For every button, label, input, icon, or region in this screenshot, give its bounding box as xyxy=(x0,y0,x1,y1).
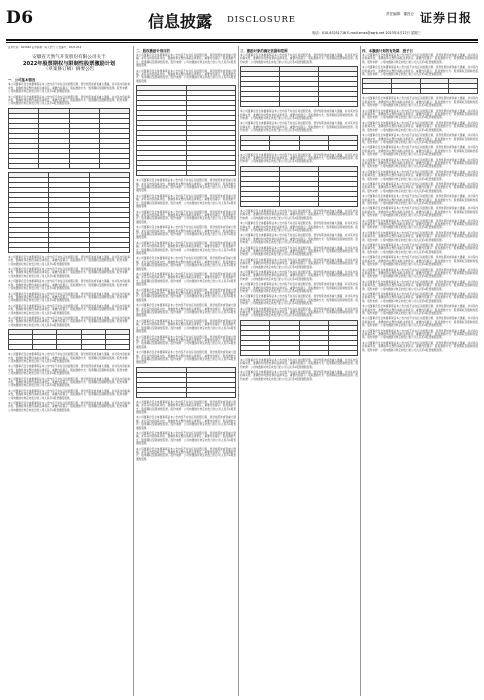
terms-table xyxy=(136,85,236,176)
newspaper-logo: 证券日报 xyxy=(419,11,472,25)
body-paragraph: 本公司董事会及全体董事保证本公告内容不存在任何虚假记载、误导性陈述或者重大遗漏，并对其内容的真实性、准确性和完整性承担法律责任。重要内容提示：股权激励方式：股票期权及限制性股票。股份来源：公司向激励对象定向发行的公司人民币A股普通股股票。 xyxy=(362,329,478,340)
exercise-table xyxy=(240,320,358,356)
body-paragraph: 本公司董事会及全体董事保证本公告内容不存在任何虚假记载、误导性陈述或者重大遗漏，并对其内容的真实性、准确性和完整性承担法律责任。重要内容提示：股权激励方式：股票期权及限制性股票。股份来源：公司向激励对象定向发行的公司人民币A股普通股股票。 xyxy=(362,182,478,193)
body-paragraph: 本公司董事会及全体董事保证本公告内容不存在任何虚假记载、误导性陈述或者重大遗漏，并对其内容的真实性、准确性和完整性承担法律责任。重要内容提示：股权激励方式：股票期权及限制性股票。股份来源：公司向激励对象定向发行的公司人民币A股普通股股票。 xyxy=(8,83,130,94)
body-paragraph: 本公司董事会及全体董事保证本公告内容不存在任何虚假记载、误导性陈述或者重大遗漏，并对其内容的真实性、准确性和完整性承担法律责任。重要内容提示：股权激励方式：股票期权及限制性股票。股份来源：公司向激励对象定向发行的公司人民币A股普通股股票。 xyxy=(362,219,478,230)
body-paragraph: 本公司董事会及全体董事保证本公告内容不存在任何虚假记载、误导性陈述或者重大遗漏，并对其内容的真实性、准确性和完整性承担法律责任。重要内容提示：股权激励方式：股票期权及限制性股票。股份来源：公司向激励对象定向发行的公司人民币A股普通股股票。 xyxy=(8,255,130,266)
body-paragraph: 本公司董事会及全体董事保证本公告内容不存在任何虚假记载、误导性陈述或者重大遗漏，并对其内容的真实性、准确性和完整性承担法律责任。重要内容提示：股权激励方式：股票期权及限制性股票。股份来源：公司向激励对象定向发行的公司人民币A股普通股股票。 xyxy=(362,66,478,77)
contact-line: 电话：010-83251716 E-mail:zmzx@zqrb.net 2023年4月12日 星期三 xyxy=(312,31,421,35)
body-paragraph: 本公司董事会及全体董事保证本公告内容不存在任何虚假记载、误导性陈述或者重大遗漏，并对其内容的真实性、准确性和完整性承担法律责任。重要内容提示：股权激励方式：股票期权及限制性股票。股份来源：公司向激励对象定向发行的公司人民币A股普通股股票。 xyxy=(362,280,478,291)
body-paragraph: 本公司董事会及全体董事保证本公告内容不存在任何虚假记载、误导性陈述或者重大遗漏，并对其内容的真实性、准确性和完整性承担法律责任。重要内容提示：股权激励方式：股票期权及限制性股票。股份来源：公司向激励对象定向发行的公司人民币A股普通股股票。 xyxy=(362,341,478,352)
body-paragraph: 本公司董事会及全体董事保证本公告内容不存在任何虚假记载、误导性陈述或者重大遗漏，并对其内容的真实性、准确性和完整性承担法律责任。重要内容提示：股权激励方式：股票期权及限制性股票。股份来源：公司向激励对象定向发行的公司人民币A股普通股股票。 xyxy=(8,280,130,291)
body-paragraph: 本公司董事会及全体董事保证本公告内容不存在任何虚假记载、误导性陈述或者重大遗漏，并对其内容的真实性、准确性和完整性承担法律责任。重要内容提示：股权激励方式：股票期权及限制性股票。股份来源：公司向激励对象定向发行的公司人民币A股普通股股票。 xyxy=(362,195,478,205)
body-paragraph: 本公司董事会及全体董事保证本公告内容不存在任何虚假记载、误导性陈述或者重大遗漏，并对其内容的真实性、准确性和完整性承担法律责任。重要内容提示：股权激励方式：股票期权及限制性股票。股份来源：公司向激励对象定向发行的公司人民币A股普通股股票。 xyxy=(8,365,130,376)
body-paragraph: 本公司董事会及全体董事保证本公告内容不存在任何虚假记载、误导性陈述或者重大遗漏，并对其内容的真实性、准确性和完整性承担法律责任。重要内容提示：股权激励方式：股票期权及限制性股票。股份来源：公司向激励对象定向发行的公司人民币A股普通股股票。 xyxy=(362,231,478,242)
body-paragraph: 本公司董事会及全体董事保证本公告内容不存在任何虚假记载、误导性陈述或者重大遗漏，并对其内容的真实性、准确性和完整性承担法律责任。重要内容提示：股权激励方式：股票期权及限制性股票。股份来源：公司向激励对象定向发行的公司人民币A股普通股股票。 xyxy=(136,273,236,287)
stock-code-line: 证券代码：603689 证券简称：皖天然气 公告编号：2023-016 xyxy=(8,46,82,49)
column-divider xyxy=(360,46,361,696)
column-divider xyxy=(238,46,239,696)
body-paragraph: 本公司董事会及全体董事保证本公告内容不存在任何虚假记载、误导性陈述或者重大遗漏，并对其内容的真实性、准确性和完整性承担法律责任。重要内容提示：股权激励方式：股票期权及限制性股票。股份来源：公司向激励对象定向发行的公司人民币A股普通股股票。 xyxy=(240,270,358,281)
page-number: D6 xyxy=(6,8,34,28)
body-paragraph: 本公司董事会及全体董事保证本公告内容不存在任何虚假记载、误导性陈述或者重大遗漏，并对其内容的真实性、准确性和完整性承担法律责任。重要内容提示：股权激励方式：股票期权及限制性股票。股份来源：公司向激励对象定向发行的公司人民币A股普通股股票。 xyxy=(362,158,478,169)
body-paragraph: 本公司董事会及全体董事保证本公告内容不存在任何虚假记载、误导性陈述或者重大遗漏，并对其内容的真实性、准确性和完整性承担法律责任。重要内容提示：股权激励方式：股票期权及限制性股票。股份来源：公司向激励对象定向发行的公司人民币A股普通股股票。 xyxy=(240,371,358,381)
column-4 xyxy=(362,46,478,696)
body-paragraph: 本公司董事会及全体董事保证本公告内容不存在任何虚假记载、误导性陈述或者重大遗漏，并对其内容的真实性、准确性和完整性承担法律责任。重要内容提示：股权激励方式：股票期权及限制性股票。股份来源：公司向激励对象定向发行的公司人民币A股普通股股票。 xyxy=(136,335,236,349)
body-paragraph: 本公司董事会及全体董事保证本公告内容不存在任何虚假记载、误导性陈述或者重大遗漏，并对其内容的真实性、准确性和完整性承担法律责任。重要内容提示：股权激励方式：股票期权及限制性股票。股份来源：公司向激励对象定向发行的公司人民币A股普通股股票。 xyxy=(362,256,478,267)
body-paragraph: 本公司董事会及全体董事保证本公告内容不存在任何虚假记载、误导性陈述或者重大遗漏，并对其内容的真实性、准确性和完整性承担法律责任。重要内容提示：股权激励方式：股票期权及限制性股票。股份来源：公司向激励对象定向发行的公司人民币A股普通股股票。 xyxy=(240,222,358,232)
editor-credit: 责任编辑：董昌仑 xyxy=(386,12,414,16)
section-heading: 四、本激励计划的有效期、授予日 xyxy=(362,49,413,53)
dates-table xyxy=(362,78,478,94)
body-paragraph: 本公司董事会及全体董事保证本公告内容不存在任何虚假记载、误导性陈述或者重大遗漏，并对其内容的真实性、准确性和完整性承担法律责任。重要内容提示：股权激励方式：股票期权及限制性股票。股份来源：公司向激励对象定向发行的公司人民币A股普通股股票。 xyxy=(8,304,130,315)
body-paragraph: 本公司董事会及全体董事保证本公告内容不存在任何虚假记载、误导性陈述或者重大遗漏，并对其内容的真实性、准确性和完整性承担法律责任。重要内容提示：股权激励方式：股票期权及限制性股票。股份来源：公司向激励对象定向发行的公司人民币A股普通股股票。 xyxy=(8,316,130,327)
body-paragraph: 本公司董事会及全体董事保证本公告内容不存在任何虚假记载、误导性陈述或者重大遗漏，并对其内容的真实性、准确性和完整性承担法律责任。重要内容提示：股权激励方式：股票期权及限制性股票。股份来源：公司向激励对象定向发行的公司人民币A股普通股股票。 xyxy=(8,377,130,388)
body-paragraph: 本公司董事会及全体董事保证本公告内容不存在任何虚假记载、误导性陈述或者重大遗漏，并对其内容的真实性、准确性和完整性承担法律责任。重要内容提示：股权激励方式：股票期权及限制性股票。股份来源：公司向激励对象定向发行的公司人民币A股普通股股票。 xyxy=(136,257,236,271)
body-paragraph: 本公司董事会及全体董事保证本公告内容不存在任何虚假记载、误导性陈述或者重大遗漏，并对其内容的真实性、准确性和完整性承担法律责任。重要内容提示：股权激励方式：股票期权及限制性股票。股份来源：公司向激励对象定向发行的公司人民币A股普通股股票。 xyxy=(8,389,130,400)
financial-table xyxy=(8,108,130,169)
body-paragraph: 本公司董事会及全体董事保证本公告内容不存在任何虚假记载、误导性陈述或者重大遗漏，并对其内容的真实性、准确性和完整性承担法律责任。重要内容提示：股权激励方式：股票期权及限制性股票。股份来源：公司向激励对象定向发行的公司人民币A股普通股股票。 xyxy=(136,69,236,83)
body-paragraph: 本公司董事会及全体董事保证本公告内容不存在任何虚假记载、误导性陈述或者重大遗漏，并对其内容的真实性、准确性和完整性承担法律责任。重要内容提示：股权激励方式：股票期权及限制性股票。股份来源：公司向激励对象定向发行的公司人民币A股普通股股票。 xyxy=(136,304,236,318)
body-paragraph: 本公司董事会及全体董事保证本公告内容不存在任何虚假记载、误导性陈述或者重大遗漏，并对其内容的真实性、准确性和完整性承担法律责任。重要内容提示：股权激励方式：股票期权及限制性股票。股份来源：公司向激励对象定向发行的公司人民币A股普通股股票。 xyxy=(362,146,478,157)
section-heading: 二、股权激励计划目的 xyxy=(136,49,170,53)
masthead-rule xyxy=(6,39,478,41)
masthead-rule-thin xyxy=(6,42,478,43)
assessment-table xyxy=(240,135,358,151)
column-divider xyxy=(133,46,134,696)
unlock-schedule-table xyxy=(240,166,358,207)
body-paragraph: 本公司董事会及全体董事保证本公告内容不存在任何虚假记载、误导性陈述或者重大遗漏，并对其内容的真实性、准确性和完整性承担法律责任。重要内容提示：股权激励方式：股票期权及限制性股票。股份来源：公司向激励对象定向发行的公司人民币A股普通股股票。 xyxy=(240,307,358,318)
body-paragraph: 本公司董事会及全体董事保证本公告内容不存在任何虚假记载、误导性陈述或者重大遗漏，并对其内容的真实性、准确性和完整性承担法律责任。重要内容提示：股权激励方式：股票期权及限制性股票。股份来源：公司向激励对象定向发行的公司人民币A股普通股股票。 xyxy=(240,54,358,64)
body-paragraph: 本公司董事会及全体董事保证本公告内容不存在任何虚假记载、误导性陈述或者重大遗漏，并对其内容的真实性、准确性和完整性承担法律责任。重要内容提示：股权激励方式：股票期权及限制性股票。股份来源：公司向激励对象定向发行的公司人民币A股普通股股票。 xyxy=(136,179,236,193)
board-members-table xyxy=(8,172,130,253)
masthead xyxy=(6,2,478,42)
article-title-line-1: 2022年股票期权与限制性股票激励计划 xyxy=(22,61,116,68)
section-heading: 一、公司基本情况 xyxy=(8,78,36,83)
body-paragraph: 本公司董事会及全体董事保证本公告内容不存在任何虚假记载、误导性陈述或者重大遗漏，并对其内容的真实性、准确性和完整性承担法律责任。重要内容提示：股权激励方式：股票期权及限制性股票。股份来源：公司向激励对象定向发行的公司人民币A股普通股股票。 xyxy=(362,268,478,279)
conditions-table xyxy=(136,367,236,398)
body-paragraph: 本公司董事会及全体董事保证本公告内容不存在任何虚假记载、误导性陈述或者重大遗漏，并对其内容的真实性、准确性和完整性承担法律责任。重要内容提示：股权激励方式：股票期权及限制性股票。股份来源：公司向激励对象定向发行的公司人民币A股普通股股票。 xyxy=(240,234,358,245)
body-paragraph: 本公司董事会及全体董事保证本公告内容不存在任何虚假记载、误导性陈述或者重大遗漏，并对其内容的真实性、准确性和完整性承担法律责任。重要内容提示：股权激励方式：股票期权及限制性股票。股份来源：公司向激励对象定向发行的公司人民币A股普通股股票。 xyxy=(362,121,478,132)
column-3 xyxy=(240,46,358,696)
body-paragraph: 本公司董事会及全体董事保证本公告内容不存在任何虚假记载、误导性陈述或者重大遗漏，并对其内容的真实性、准确性和完整性承担法律责任。重要内容提示：股权激励方式：股票期权及限制性股票。股份来源：公司向激励对象定向发行的公司人民币A股普通股股票。 xyxy=(136,319,236,334)
body-paragraph: 本公司董事会及全体董事保证本公告内容不存在任何虚假记载、误导性陈述或者重大遗漏，并对其内容的真实性、准确性和完整性承担法律责任。重要内容提示：股权激励方式：股票期权及限制性股票。股份来源：公司向激励对象定向发行的公司人民币A股普通股股票。 xyxy=(362,305,478,315)
body-paragraph: 本公司董事会及全体董事保证本公告内容不存在任何虚假记载、误导性陈述或者重大遗漏，并对其内容的真实性、准确性和完整性承担法律责任。重要内容提示：股权激励方式：股票期权及限制性股票。股份来源：公司向激励对象定向发行的公司人民币A股普通股股票。 xyxy=(136,210,236,224)
body-paragraph: 本公司董事会及全体董事保证本公告内容不存在任何虚假记载、误导性陈述或者重大遗漏，并对其内容的真实性、准确性和完整性承担法律责任。重要内容提示：股权激励方式：股票期权及限制性股票。股份来源：公司向激励对象定向发行的公司人民币A股普通股股票。 xyxy=(240,283,358,293)
section-heading: 三、激励对象的确定依据和范围 xyxy=(240,49,288,53)
performance-table xyxy=(240,66,358,107)
body-paragraph: 本公司董事会及全体董事保证本公告内容不存在任何虚假记载、误导性陈述或者重大遗漏，并对其内容的真实性、准确性和完整性承担法律责任。重要内容提示：股权激励方式：股票期权及限制性股票。股份来源：公司向激励对象定向发行的公司人民币A股普通股股票。 xyxy=(136,400,236,414)
body-paragraph: 本公司董事会及全体董事保证本公告内容不存在任何虚假记载、误导性陈述或者重大遗漏，并对其内容的真实性、准确性和完整性承担法律责任。重要内容提示：股权激励方式：股票期权及限制性股票。股份来源：公司向激励对象定向发行的公司人民币A股普通股股票。 xyxy=(136,226,236,240)
body-paragraph: 本公司董事会及全体董事保证本公告内容不存在任何虚假记载、误导性陈述或者重大遗漏，并对其内容的真实性、准确性和完整性承担法律责任。重要内容提示：股权激励方式：股票期权及限制性股票。股份来源：公司向激励对象定向发行的公司人民币A股普通股股票。 xyxy=(136,194,236,209)
body-paragraph: 本公司董事会及全体董事保证本公告内容不存在任何虚假记载、误导性陈述或者重大遗漏，并对其内容的真实性、准确性和完整性承担法律责任。重要内容提示：股权激励方式：股票期权及限制性股票。股份来源：公司向激励对象定向发行的公司人民币A股普通股股票。 xyxy=(136,241,236,255)
column-1 xyxy=(8,46,130,696)
body-paragraph: 本公司董事会及全体董事保证本公告内容不存在任何虚假记载、误导性陈述或者重大遗漏，并对其内容的真实性、准确性和完整性承担法律责任。重要内容提示：股权激励方式：股票期权及限制性股票。股份来源：公司向激励对象定向发行的公司人民币A股普通股股票。 xyxy=(240,358,358,369)
body-paragraph: 本公司董事会及全体董事保证本公告内容不存在任何虚假记载、误导性陈述或者重大遗漏，并对其内容的真实性、准确性和完整性承担法律责任。重要内容提示：股权激励方式：股票期权及限制性股票。股份来源：公司向激励对象定向发行的公司人民币A股普通股股票。 xyxy=(136,416,236,430)
column-2 xyxy=(136,46,236,696)
body-paragraph: 本公司董事会及全体董事保证本公告内容不存在任何虚假记载、误导性陈述或者重大遗漏，并对其内容的真实性、准确性和完整性承担法律责任。重要内容提示：股权激励方式：股票期权及限制性股票。股份来源：公司向激励对象定向发行的公司人民币A股普通股股票。 xyxy=(136,288,236,302)
body-paragraph: 本公司董事会及全体董事保证本公告内容不存在任何虚假记载、误导性陈述或者重大遗漏，并对其内容的真实性、准确性和完整性承担法律责任。重要内容提示：股权激励方式：股票期权及限制性股票。股份来源：公司向激励对象定向发行的公司人民币A股普通股股票。 xyxy=(240,153,358,164)
body-paragraph: 本公司董事会及全体董事保证本公告内容不存在任何虚假记载、误导性陈述或者重大遗漏，并对其内容的真实性、准确性和完整性承担法律责任。重要内容提示：股权激励方式：股票期权及限制性股票。股份来源：公司向激励对象定向发行的公司人民币A股普通股股票。 xyxy=(136,447,236,461)
body-paragraph: 本公司董事会及全体董事保证本公告内容不存在任何虚假记载、误导性陈述或者重大遗漏，并对其内容的真实性、准确性和完整性承担法律责任。重要内容提示：股权激励方式：股票期权及限制性股票。股份来源：公司向激励对象定向发行的公司人民币A股普通股股票。 xyxy=(8,292,130,303)
allocation-table xyxy=(8,329,130,350)
body-paragraph: 本公司董事会及全体董事保证本公告内容不存在任何虚假记载、误导性陈述或者重大遗漏，并对其内容的真实性、准确性和完整性承担法律责任。重要内容提示：股权激励方式：股票期权及限制性股票。股份来源：公司向激励对象定向发行的公司人民币A股普通股股票。 xyxy=(240,258,358,269)
body-paragraph: 本公司董事会及全体董事保证本公告内容不存在任何虚假记载、误导性陈述或者重大遗漏，并对其内容的真实性、准确性和完整性承担法律责任。重要内容提示：股权激励方式：股票期权及限制性股票。股份来源：公司向激励对象定向发行的公司人民币A股普通股股票。 xyxy=(240,110,358,121)
body-paragraph: 本公司董事会及全体董事保证本公告内容不存在任何虚假记载、误导性陈述或者重大遗漏，并对其内容的真实性、准确性和完整性承担法律责任。重要内容提示：股权激励方式：股票期权及限制性股票。股份来源：公司向激励对象定向发行的公司人民币A股普通股股票。 xyxy=(8,402,130,412)
body-paragraph: 本公司董事会及全体董事保证本公告内容不存在任何虚假记载、误导性陈述或者重大遗漏，并对其内容的真实性、准确性和完整性承担法律责任。重要内容提示：股权激励方式：股票期权及限制性股票。股份来源：公司向激励对象定向发行的公司人民币A股普通股股票。 xyxy=(240,122,358,133)
body-paragraph: 本公司董事会及全体董事保证本公告内容不存在任何虚假记载、误导性陈述或者重大遗漏，并对其内容的真实性、准确性和完整性承担法律责任。重要内容提示：股权激励方式：股票期权及限制性股票。股份来源：公司向激励对象定向发行的公司人民币A股普通股股票。 xyxy=(362,317,478,328)
body-paragraph: 本公司董事会及全体董事保证本公告内容不存在任何虚假记载、误导性陈述或者重大遗漏，并对其内容的真实性、准确性和完整性承担法律责任。重要内容提示：股权激励方式：股票期权及限制性股票。股份来源：公司向激励对象定向发行的公司人民币A股普通股股票。 xyxy=(8,353,130,363)
body-paragraph: 本公司董事会及全体董事保证本公告内容不存在任何虚假记载、误导性陈述或者重大遗漏，并对其内容的真实性、准确性和完整性承担法律责任。重要内容提示：股权激励方式：股票期权及限制性股票。股份来源：公司向激励对象定向发行的公司人民币A股普通股股票。 xyxy=(362,134,478,144)
body-paragraph: 本公司董事会及全体董事保证本公告内容不存在任何虚假记载、误导性陈述或者重大遗漏，并对其内容的真实性、准确性和完整性承担法律责任。重要内容提示：股权激励方式：股票期权及限制性股票。股份来源：公司向激励对象定向发行的公司人民币A股普通股股票。 xyxy=(362,97,478,108)
body-paragraph: 本公司董事会及全体董事保证本公告内容不存在任何虚假记载、误导性陈述或者重大遗漏，并对其内容的真实性、准确性和完整性承担法律责任。重要内容提示：股权激励方式：股票期权及限制性股票。股份来源：公司向激励对象定向发行的公司人民币A股普通股股票。 xyxy=(136,432,236,446)
article-title-line-2: （草案修订稿）摘要公告 xyxy=(43,67,95,73)
section-title-english: DISCLOSURE xyxy=(227,15,296,25)
body-paragraph: 本公司董事会及全体董事保证本公告内容不存在任何虚假记载、误导性陈述或者重大遗漏，并对其内容的真实性、准确性和完整性承担法律责任。重要内容提示：股权激励方式：股票期权及限制性股票。股份来源：公司向激励对象定向发行的公司人民币A股普通股股票。 xyxy=(8,95,130,106)
article-company: 安徽省天然气开发股份有限公司关于 xyxy=(32,55,106,61)
body-paragraph: 本公司董事会及全体董事保证本公告内容不存在任何虚假记载、误导性陈述或者重大遗漏，并对其内容的真实性、准确性和完整性承担法律责任。重要内容提示：股权激励方式：股票期权及限制性股票。股份来源：公司向激励对象定向发行的公司人民币A股普通股股票。 xyxy=(362,109,478,120)
body-paragraph: 本公司董事会及全体董事保证本公告内容不存在任何虚假记载、误导性陈述或者重大遗漏，并对其内容的真实性、准确性和完整性承担法律责任。重要内容提示：股权激励方式：股票期权及限制性股票。股份来源：公司向激励对象定向发行的公司人民币A股普通股股票。 xyxy=(136,54,236,68)
body-paragraph: 本公司董事会及全体董事保证本公告内容不存在任何虚假记载、误导性陈述或者重大遗漏，并对其内容的真实性、准确性和完整性承担法律责任。重要内容提示：股权激励方式：股票期权及限制性股票。股份来源：公司向激励对象定向发行的公司人民币A股普通股股票。 xyxy=(136,351,236,365)
body-paragraph: 本公司董事会及全体董事保证本公告内容不存在任何虚假记载、误导性陈述或者重大遗漏，并对其内容的真实性、准确性和完整性承担法律责任。重要内容提示：股权激励方式：股票期权及限制性股票。股份来源：公司向激励对象定向发行的公司人民币A股普通股股票。 xyxy=(240,295,358,306)
article-title xyxy=(8,55,130,73)
body-paragraph: 本公司董事会及全体董事保证本公告内容不存在任何虚假记载、误导性陈述或者重大遗漏，并对其内容的真实性、准确性和完整性承担法律责任。重要内容提示：股权激励方式：股票期权及限制性股票。股份来源：公司向激励对象定向发行的公司人民币A股普通股股票。 xyxy=(362,244,478,254)
body-paragraph: 本公司董事会及全体董事保证本公告内容不存在任何虚假记载、误导性陈述或者重大遗漏，并对其内容的真实性、准确性和完整性承担法律责任。重要内容提示：股权激励方式：股票期权及限制性股票。股份来源：公司向激励对象定向发行的公司人民币A股普通股股票。 xyxy=(362,207,478,218)
body-paragraph: 本公司董事会及全体董事保证本公告内容不存在任何虚假记载、误导性陈述或者重大遗漏，并对其内容的真实性、准确性和完整性承担法律责任。重要内容提示：股权激励方式：股票期权及限制性股票。股份来源：公司向激励对象定向发行的公司人民币A股普通股股票。 xyxy=(362,170,478,181)
body-paragraph: 本公司董事会及全体董事保证本公告内容不存在任何虚假记载、误导性陈述或者重大遗漏，并对其内容的真实性、准确性和完整性承担法律责任。重要内容提示：股权激励方式：股票期权及限制性股票。股份来源：公司向激励对象定向发行的公司人民币A股普通股股票。 xyxy=(8,268,130,278)
body-paragraph: 本公司董事会及全体董事保证本公告内容不存在任何虚假记载、误导性陈述或者重大遗漏，并对其内容的真实性、准确性和完整性承担法律责任。重要内容提示：股权激励方式：股票期权及限制性股票。股份来源：公司向激励对象定向发行的公司人民币A股普通股股票。 xyxy=(240,209,358,220)
body-paragraph: 本公司董事会及全体董事保证本公告内容不存在任何虚假记载、误导性陈述或者重大遗漏，并对其内容的真实性、准确性和完整性承担法律责任。重要内容提示：股权激励方式：股票期权及限制性股票。股份来源：公司向激励对象定向发行的公司人民币A股普通股股票。 xyxy=(362,54,478,64)
section-title: 信息披露 xyxy=(148,12,213,31)
body-paragraph: 本公司董事会及全体董事保证本公告内容不存在任何虚假记载、误导性陈述或者重大遗漏，并对其内容的真实性、准确性和完整性承担法律责任。重要内容提示：股权激励方式：股票期权及限制性股票。股份来源：公司向激励对象定向发行的公司人民币A股普通股股票。 xyxy=(362,292,478,303)
body-paragraph: 本公司董事会及全体董事保证本公告内容不存在任何虚假记载、误导性陈述或者重大遗漏，并对其内容的真实性、准确性和完整性承担法律责任。重要内容提示：股权激励方式：股票期权及限制性股票。股份来源：公司向激励对象定向发行的公司人民币A股普通股股票。 xyxy=(240,246,358,257)
